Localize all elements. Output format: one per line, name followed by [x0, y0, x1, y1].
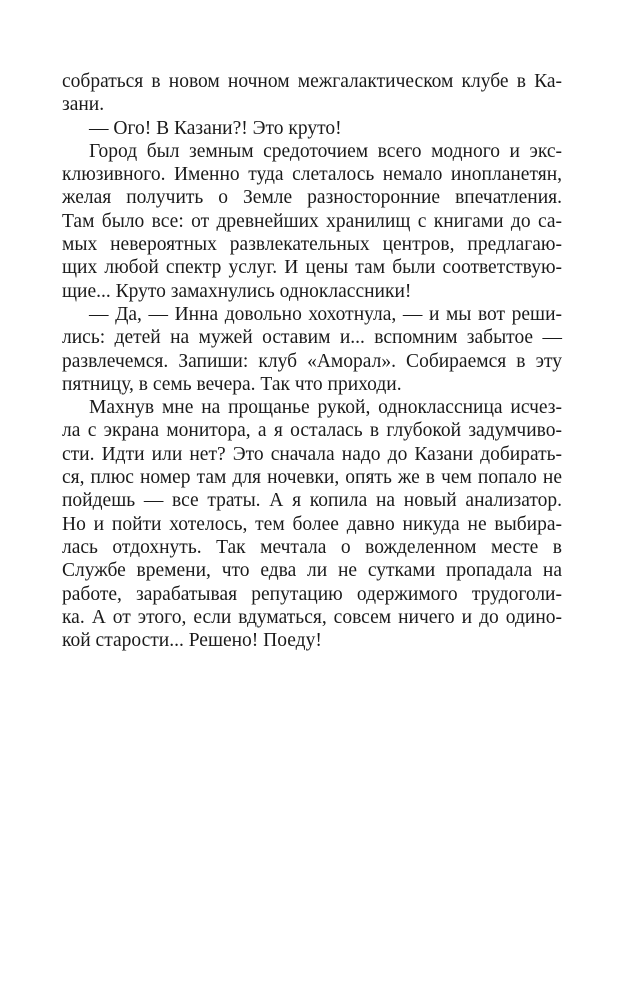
text-line: Но и пойти хотелось, тем более давно никуда не выбира- — [62, 513, 562, 535]
text-line: ка. А от этого, если вдуматься, совсем ничего и до одино- — [62, 606, 562, 628]
text-line: развлечемся. Запиши: клуб «Аморал». Собираемся в эту — [62, 350, 562, 372]
paragraph — [62, 396, 562, 652]
text-line: — Да, — Инна довольно хохотнула, — и мы вот реши- — [89, 303, 562, 325]
text-line: сти. Идти или нет? Это сначала надо до Казани добирать- — [62, 443, 562, 465]
text-line: кой старости... Решено! Поеду! — [62, 630, 322, 652]
paragraph — [62, 117, 562, 140]
text-line: — Ого! В Казани?! Это круто! — [89, 117, 342, 139]
text-line: пойдешь — все траты. А я копила на новый анализатор. — [62, 490, 562, 512]
text-line: работе, зарабатывая репутацию одержимого трудоголи- — [62, 583, 562, 605]
text-line: лась отдохнуть. Так мечтала о вожделенном месте в — [62, 536, 562, 558]
paragraph — [62, 303, 562, 396]
text-line: Махнув мне на прощанье рукой, одноклассница исчез- — [89, 397, 562, 419]
text-line: Город был земным средоточием всего модного и экс- — [89, 140, 562, 162]
text-line: клюзивного. Именно туда слеталось немало инопланетян, — [62, 164, 562, 186]
paragraph — [62, 70, 562, 117]
paragraph — [62, 140, 562, 303]
text-line: щих любой спектр услуг. И цены там были соответствую- — [62, 257, 562, 279]
text-line: собраться в новом ночном межгалактическом клубе в Ка- — [62, 71, 562, 92]
text-line: щие... Круто замахнулись одноклассники! — [62, 280, 412, 302]
text-line: ся, плюс номер там для ночевки, опять же в чем попало не — [62, 467, 562, 489]
text-line: пятницу, в семь вечера. Так что приходи. — [62, 373, 402, 395]
text-line: Там было все: от древнейших хранилищ с книгами до са- — [62, 210, 562, 232]
text-line: мых невероятных развлекательных центров, предлагаю- — [62, 234, 562, 256]
text-line: желая получить о Земле разносторонние впечатления. — [62, 187, 562, 209]
text-line: Службе времени, что едва ли не сутками пропадала на — [62, 560, 562, 582]
text-line: ла с экрана монитора, а я осталась в глубокой задумчиво- — [62, 420, 562, 442]
text-line: лись: детей на мужей оставим и... вспомним забытое — — [62, 327, 562, 349]
text-line: зани. — [62, 94, 105, 116]
body-text — [62, 70, 562, 652]
